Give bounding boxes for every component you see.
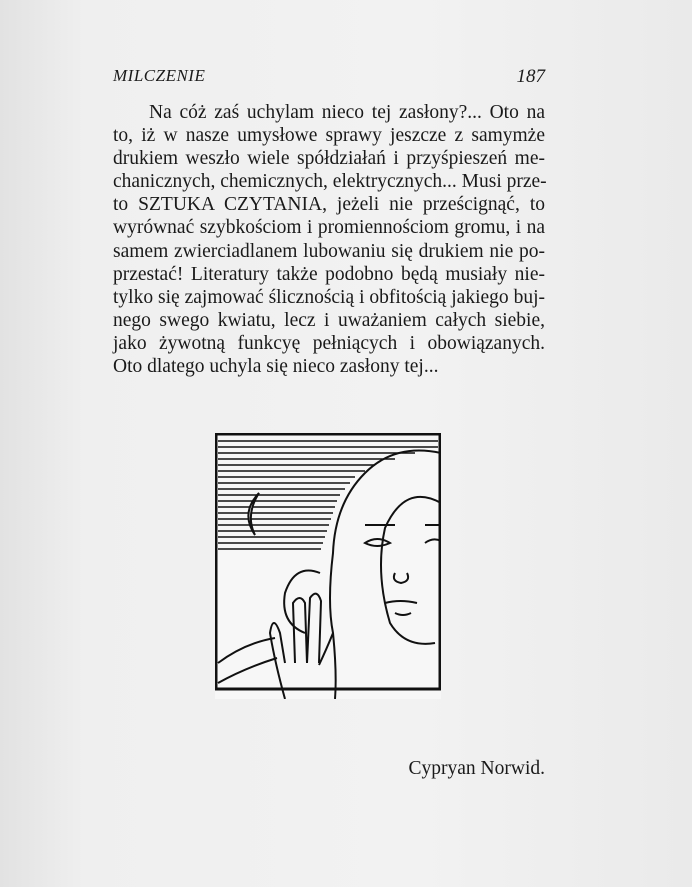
text-line: Oto dlatego uchyla się nieco zasłony tej... [113,356,439,378]
author-signature: Cypryan Norwid. [408,758,545,779]
text-line: to SZTUKA CZYTANIA, jeżeli nie prześcignąć, to [113,194,545,216]
page-number: 187 [516,66,545,87]
text-line: wyrównać szybkościom i promiennościom gromu, i na [113,217,545,239]
text-line: Na cóż zaś uchylam nieco tej zasłony?... Oto na [149,102,545,123]
text-line: nego swego kwiatu, lecz i uważaniem całych siebie, [113,309,545,331]
text-line: drukiem weszło wiele spółdziałań i przyśpieszeń me- [113,148,545,170]
woman-face-illustration [215,433,441,699]
text-line: tylko się zajmować ślicznością i obfitością jakiego buj- [113,286,545,308]
text-line: to, iż w nasze umysłowe sprawy jeszcze z samymże [113,125,545,147]
body-paragraph [113,101,545,378]
text-line: przestać! Literatury także podobno będą musiały nie- [113,263,545,285]
running-header [113,66,545,90]
text-line: chanicznych, chemicznych, elektrycznych... Musi prze- [113,171,547,193]
text-line: jako żywotną funkcyę pełniących i obowiązanych. [113,332,545,354]
chapter-title: MILCZENIE [113,66,206,85]
text-line: samem zwierciadlanem lubowaniu się drukiem nie po- [113,240,545,262]
